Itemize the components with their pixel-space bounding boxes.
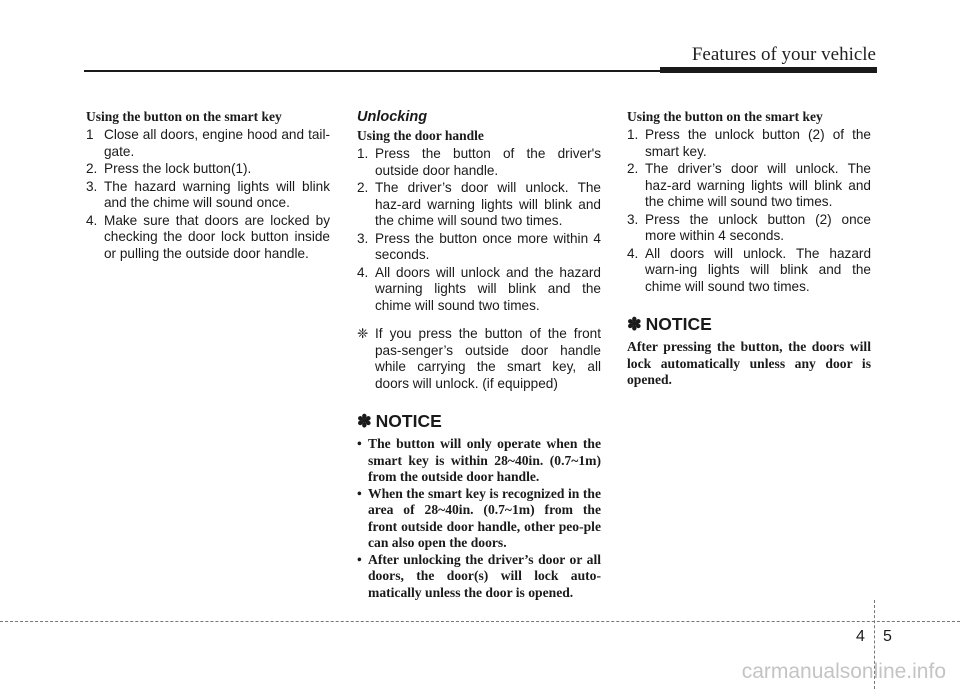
step-text: The driver’s door will unlock. The haz-ard warning lights will blink and the chime will sound two times. <box>645 161 871 209</box>
list-item <box>86 127 330 160</box>
step-text: Press the button of the driver's outside door handle. <box>375 146 601 178</box>
notice-bullets <box>357 436 601 601</box>
notice-heading-label: NOTICE <box>375 411 442 431</box>
list-item <box>357 231 601 264</box>
notice-heading <box>357 410 601 432</box>
steps-list <box>627 127 871 295</box>
list-item <box>357 552 601 602</box>
step-text: All doors will unlock. The hazard warn-ing lights will blink and the chime will sound two times. <box>645 245 871 294</box>
step-number: 3. <box>627 211 639 227</box>
step-text: Press the lock button(1). <box>104 161 252 176</box>
section-subheading: Using the door handle <box>357 128 484 143</box>
bullet-icon: • <box>357 485 362 501</box>
header-rule-accent <box>660 67 877 73</box>
list-item <box>357 180 601 230</box>
step-number: 2. <box>627 161 639 176</box>
list-item <box>627 127 871 160</box>
notice-star-icon: ✽ <box>627 314 642 334</box>
column-unlocking <box>357 108 601 601</box>
bullet-text: After unlocking the driver’s door or all doors, the door(s) will lock auto-matically unless the door is opened. <box>368 551 601 600</box>
step-number: 1. <box>627 127 639 142</box>
step-number: 2. <box>86 161 98 176</box>
step-number: 4. <box>86 212 98 228</box>
step-text: Make sure that doors are locked by checking the door lock button inside or pulling the outside door handle. <box>104 212 330 261</box>
column-smart-key-unlock <box>627 108 871 389</box>
note-mark-icon: ❈ <box>357 326 369 341</box>
bullet-text: The button will only operate when the smart key is within 28~40in. (0.7~1m) from the outside door handle. <box>368 436 601 484</box>
watermark: carmanualsonline.info <box>741 660 946 683</box>
section-number: 4 <box>856 628 865 645</box>
equipment-note <box>357 326 601 392</box>
note-text: If you press the button of the front pas-senger’s outside door handle while carrying the smart key, all doors will unlock. (if equipped) <box>375 326 601 391</box>
list-item <box>357 146 601 179</box>
step-text: Press the unlock button (2) once more within 4 seconds. <box>645 211 871 243</box>
notice-text: After pressing the button, the doors will lock automatically unless any door is opened. <box>627 339 871 387</box>
step-text: The hazard warning lights will blink and the chime will sound once. <box>104 178 330 210</box>
step-number: 4. <box>627 245 639 261</box>
steps-list <box>86 127 330 262</box>
list-item <box>627 161 871 211</box>
section-subheading: Using the button on the smart key <box>86 109 282 124</box>
list-item <box>86 179 330 212</box>
step-text: The driver’s door will unlock. The haz-ard warning lights will blink and the chime will sound two times. <box>375 180 601 228</box>
list-item <box>357 486 601 552</box>
running-header-title: Features of your vehicle <box>691 44 876 65</box>
step-number: 2. <box>357 180 369 195</box>
header-rule <box>84 70 664 72</box>
page-number: 5 <box>883 628 892 645</box>
notice-heading <box>627 313 871 335</box>
step-text: Press the unlock button (2) of the smart key. <box>645 127 871 159</box>
step-text: All doors will unlock and the hazard warning lights will blink and the chime will sound two times. <box>375 264 601 313</box>
bullet-text: When the smart key is recognized in the area of 28~40in. (0.7~1m) from the front outside door handle, other peo-ple can also open the doors. <box>368 485 601 550</box>
step-text: Close all doors, engine hood and tail-gate. <box>104 127 330 159</box>
notice-star-icon: ✽ <box>357 411 372 431</box>
step-text: Press the button once more within 4 seconds. <box>375 230 601 262</box>
step-number: 1. <box>357 146 369 161</box>
step-number: 3. <box>86 178 98 194</box>
step-number: 3. <box>357 230 369 246</box>
list-item <box>357 265 601 315</box>
step-number: 4. <box>357 264 369 280</box>
bullet-icon: • <box>357 436 362 451</box>
section-subheading: Using the button on the smart key <box>627 109 823 124</box>
steps-list <box>357 146 601 314</box>
section-heading: Unlocking <box>357 109 428 125</box>
list-item <box>627 246 871 296</box>
step-number: 1 <box>86 127 94 142</box>
list-item <box>357 436 601 486</box>
list-item <box>627 212 871 245</box>
footer-divider <box>0 621 960 622</box>
list-item <box>86 213 330 263</box>
bullet-icon: • <box>357 551 362 567</box>
column-locking <box>86 108 330 263</box>
notice-heading-label: NOTICE <box>645 314 712 334</box>
list-item <box>86 161 330 178</box>
